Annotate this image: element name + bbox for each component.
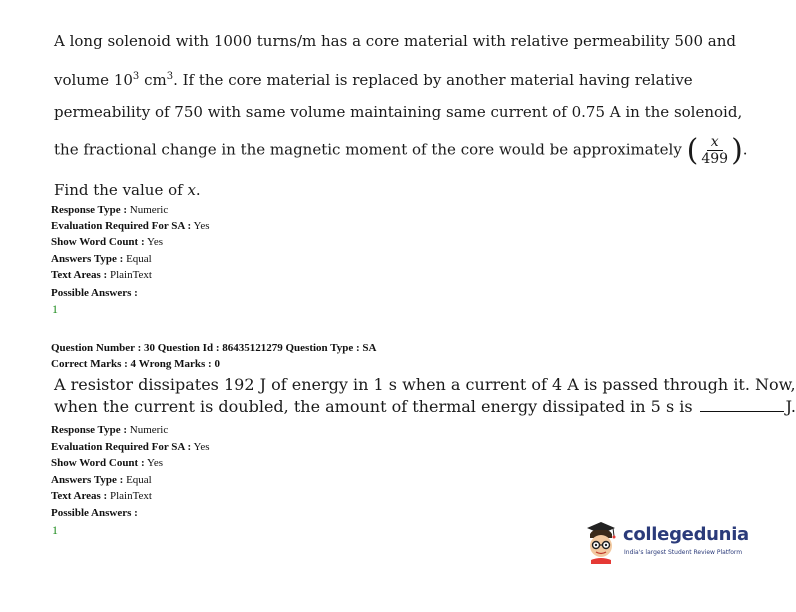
q1-line-2-post: . If the core material is replaced by another material having relative — [173, 71, 693, 89]
q1-line-4-end: . — [742, 140, 748, 159]
meta2-answer-value: 1 — [52, 523, 58, 537]
meta1-evaluation: Evaluation Required For SA : Yes — [51, 220, 210, 232]
q1-exponent-1: 3 — [132, 71, 140, 82]
meta1-word-count: Show Word Count : Yes — [51, 236, 163, 248]
meta1-possible-answers: Possible Answers : — [51, 287, 138, 299]
answer-blank — [700, 398, 784, 412]
q1-variable: x — [187, 181, 196, 199]
meta1-answer-value: 1 — [52, 302, 58, 316]
meta1-response-type: Response Type : Numeric — [51, 204, 169, 216]
q2-line-2-pre: when the current is doubled, the amount of thermal energy dissipated in 5 s is — [54, 397, 693, 416]
q1-line-4 — [54, 134, 748, 167]
q1-line-2-unit: cm — [139, 71, 167, 89]
q1-line-5 — [54, 181, 201, 199]
q1-line-3: permeability of 750 with same volume maintaining same current of 0.75 A in the solenoid, — [54, 103, 743, 121]
student-mascot-icon — [583, 520, 619, 564]
meta2-word-count: Show Word Count : Yes — [51, 457, 163, 469]
q2-header-line-2: Correct Marks : 4 Wrong Marks : 0 — [51, 358, 220, 370]
q2-line-1: A resistor dissipates 192 J of energy in 1 s when a current of 4 A is passed through it. Now, — [54, 375, 796, 394]
fraction-denominator: 499 — [701, 151, 729, 167]
q1-exponent-2: 3 — [166, 71, 174, 82]
q1-line-5-pre: Find the value of — [54, 181, 188, 199]
q1-line-2 — [54, 71, 693, 89]
meta2-text-areas: Text Areas : PlainText — [51, 490, 152, 502]
meta2-response-type: Response Type : Numeric — [51, 424, 169, 436]
q2-line-2-post: J. — [785, 397, 796, 416]
q1-line-1: A long solenoid with 1000 turns/m has a core material with relative permeability 500 and — [54, 32, 736, 50]
fraction-numerator: x — [707, 134, 723, 151]
q1-line-2-pre: volume 10 — [54, 71, 133, 89]
q1-line-4-text: the fractional change in the magnetic moment of the core would be approximately — [54, 140, 682, 159]
meta1-text-areas: Text Areas : PlainText — [51, 269, 152, 281]
meta2-possible-answers: Possible Answers : — [51, 507, 138, 519]
q1-line-5-post: . — [195, 181, 201, 199]
fraction-expression: ( $\frac{x}{499}$ ) — [686, 132, 743, 168]
meta2-answers-type: Answers Type : Equal — [51, 474, 152, 486]
q2-header-line-1: Question Number : 30 Question Id : 86435121279 Question Type : SA — [51, 342, 377, 354]
logo-wordmark: collegedunia — [623, 524, 749, 545]
logo-tagline: India's largest Student Review Platform — [624, 549, 743, 556]
meta1-answers-type: Answers Type : Equal — [51, 253, 152, 265]
q2-line-2 — [54, 397, 796, 416]
meta2-evaluation: Evaluation Required For SA : Yes — [51, 441, 210, 453]
collegedunia-logo[interactable] — [583, 520, 753, 568]
